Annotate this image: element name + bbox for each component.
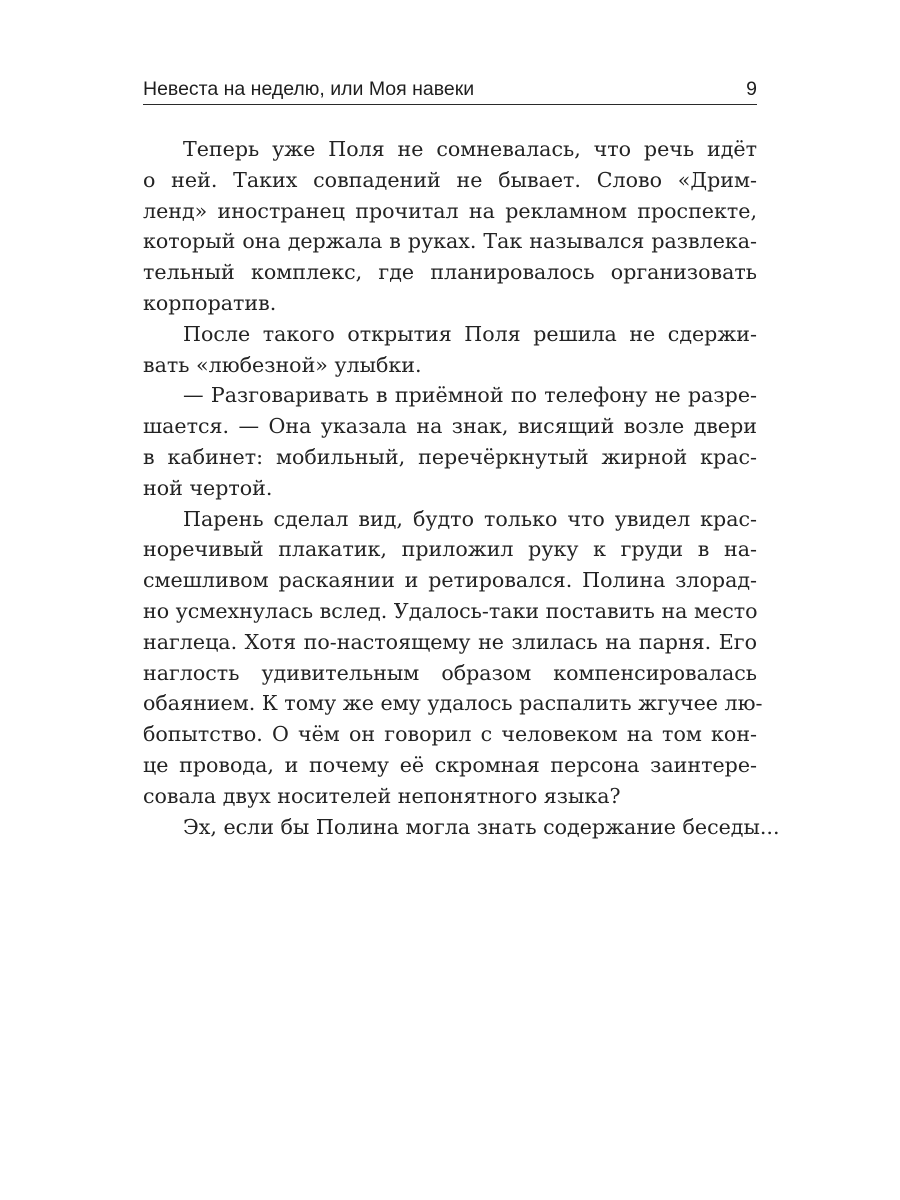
- text-line: После такого открытия Поля решила не сдержи-: [183, 321, 757, 346]
- text-line: вать «любезной» улыбки.: [143, 352, 422, 377]
- text-line: наглость удивительным образом компенсировалась: [143, 660, 757, 685]
- text-line: смешливом раскаянии и ретировался. Полина злорад-: [143, 568, 757, 593]
- text-line: обаянием. К тому же ему удалось распалить жгучее лю-: [143, 691, 763, 716]
- running-header: [143, 74, 757, 105]
- paragraph-4: [143, 504, 763, 812]
- text-line: который она держала в руках. Так назывался развлека-: [143, 229, 757, 254]
- text-line: совала двух носителей непонятного языка?: [143, 783, 621, 808]
- text-line: в кабинет: мобильный, перечёркнутый жирной крас-: [143, 444, 757, 469]
- text-line: ной чертой.: [143, 475, 273, 500]
- text-line: корпоратив.: [143, 290, 277, 315]
- text-line: — Разговаривать в приёмной по телефону не разре-: [183, 383, 757, 408]
- running-title: Невеста на неделю, или Моя навеки: [143, 78, 475, 100]
- text-line: бопытство. О чём он говорил с человеком на том кон-: [143, 722, 757, 747]
- text-line: Парень сделал вид, будто только что увидел крас-: [183, 506, 757, 531]
- paragraph-5: [143, 812, 780, 843]
- text-line: шается. — Она указала на знак, висящий возле двери: [143, 414, 757, 439]
- text-line: Теперь уже Поля не сомневалась, что речь идёт: [183, 137, 757, 161]
- text-line: Эх, если бы Полина могла знать содержание беседы...: [183, 814, 780, 839]
- text-line: но усмехнулась вслед. Удалось-таки поставить на место: [143, 598, 758, 623]
- paragraph-2: [143, 319, 757, 381]
- text-line: наглеца. Хотя по-настоящему не злилась на парня. Его: [143, 629, 757, 654]
- paragraph-3: [143, 380, 757, 503]
- text-line: ленд» иностранец прочитал на рекламном проспекте,: [143, 198, 757, 223]
- text-line: тельный комплекс, где планировалось организовать: [143, 260, 757, 285]
- page-number: 9: [746, 78, 757, 100]
- text-line: норечивый плакатик, приложил руку к груди в на-: [143, 537, 757, 562]
- paragraph-1: [143, 134, 757, 319]
- text-line: це провода, и почему её скромная персона заинтере-: [143, 752, 757, 777]
- body-text: [143, 134, 780, 842]
- text-line: о ней. Таких совпадений не бывает. Слово «Дрим-: [143, 167, 757, 192]
